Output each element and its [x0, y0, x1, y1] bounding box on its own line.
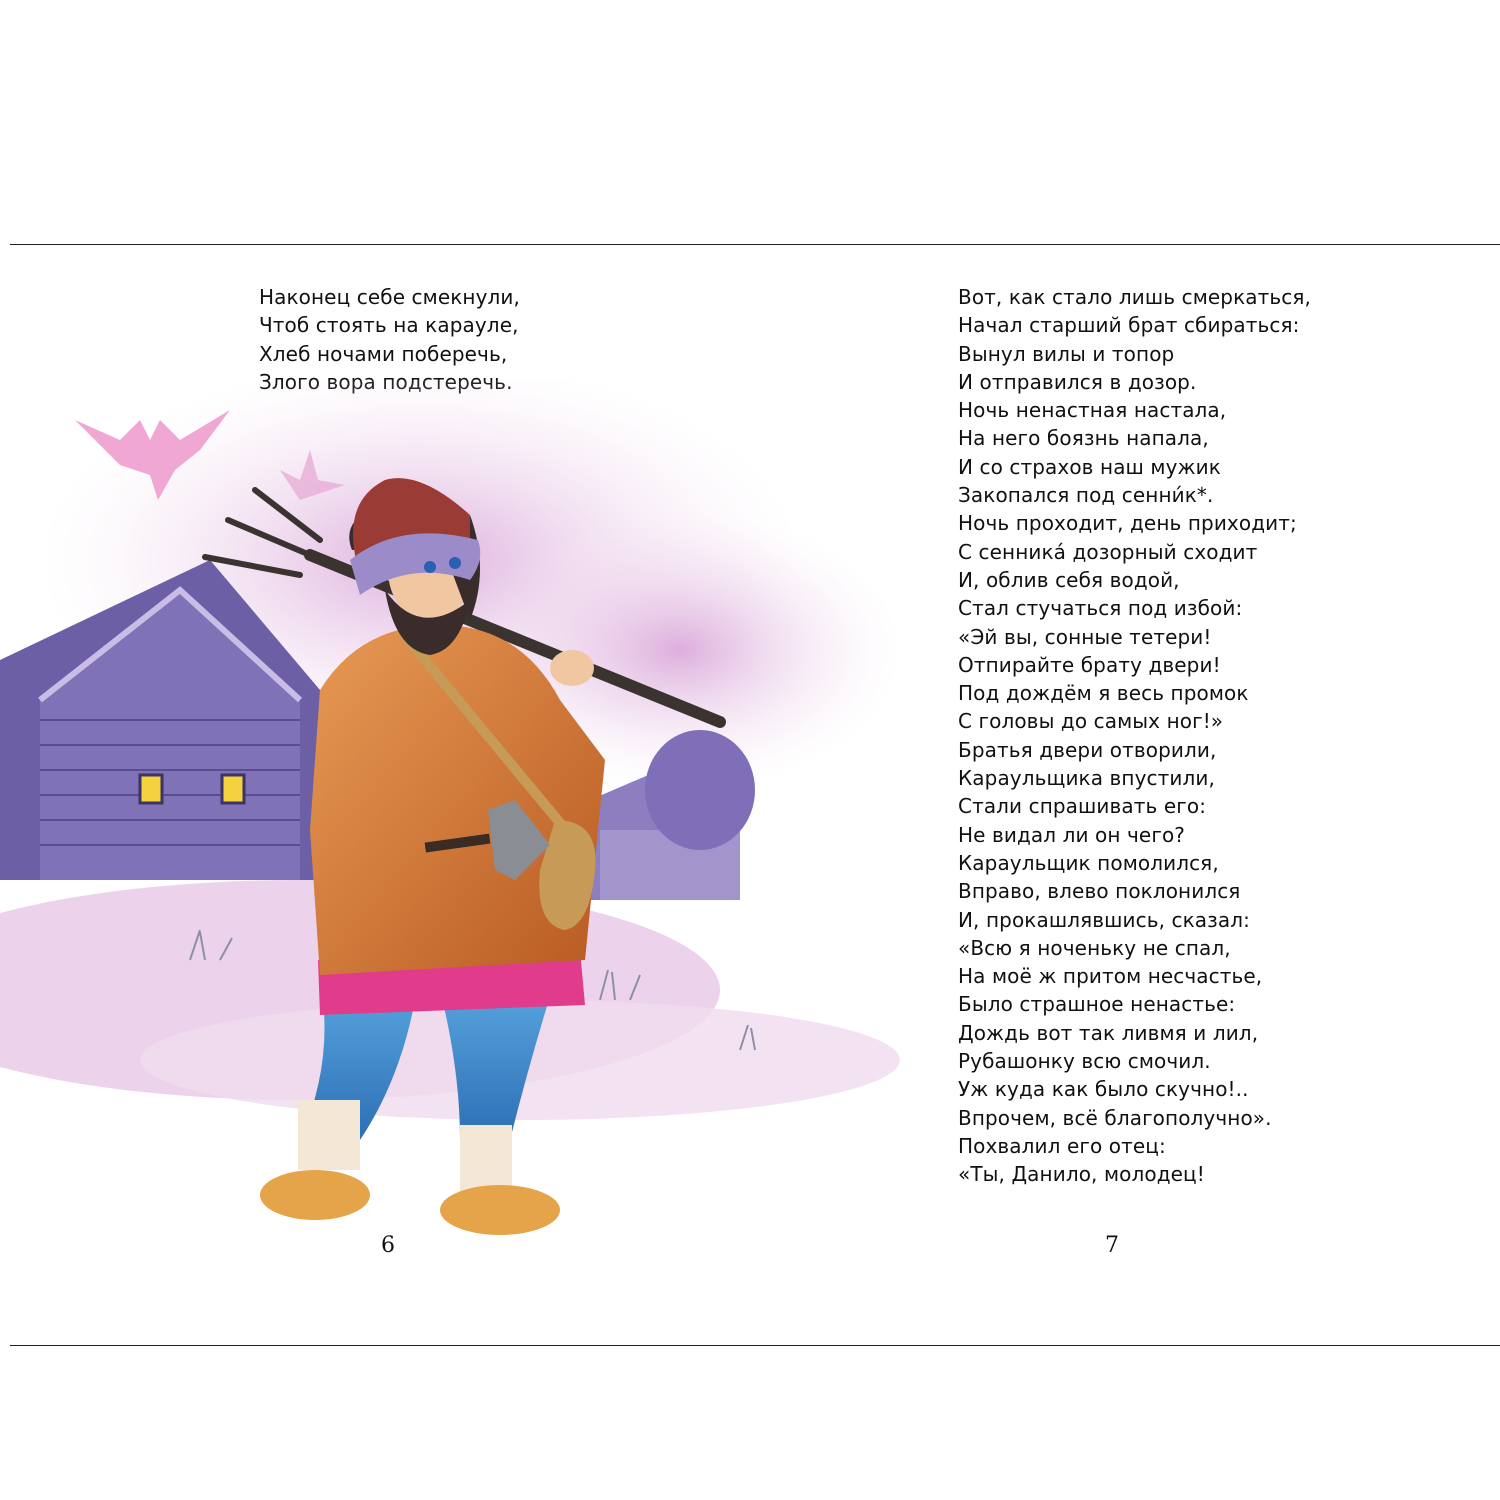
verse-line: Караульщик помолился,: [958, 850, 1219, 875]
verse-line: Дождь вот так ливмя и лил,: [958, 1020, 1259, 1045]
verse-line: Братья двери отворили,: [958, 737, 1217, 762]
right-page-verse: [958, 283, 1311, 1189]
verse-line: И, облив себя водой,: [958, 567, 1180, 592]
verse-line: Рубашонку всю смочил.: [958, 1049, 1211, 1074]
verse-line: И, прокашлявшись, сказал:: [958, 907, 1250, 932]
verse-line: Вправо, влево поклонился: [958, 879, 1241, 904]
verse-line: «Ты, Данило, молодец!: [958, 1162, 1205, 1187]
illustration: [0, 380, 960, 1250]
page-number-right: 7: [1105, 1233, 1119, 1258]
verse-line: Стал стучаться под избой:: [958, 596, 1243, 621]
page-number-left: 6: [381, 1233, 395, 1258]
tree: [645, 730, 755, 850]
top-rule: [10, 244, 1500, 245]
verse-line: Под дождём я весь промок: [958, 681, 1249, 706]
verse-line: Стали спрашивать его:: [958, 794, 1207, 819]
verse-line: Ночь проходит, день приходит;: [958, 511, 1297, 536]
verse-line: Ночь ненастная настала,: [958, 398, 1227, 423]
bottom-rule: [10, 1345, 1500, 1346]
verse-line: Хлеб ночами поберечь,: [259, 341, 508, 366]
verse-line: «Эй вы, сонные тетери!: [958, 624, 1212, 649]
verse-line: Похвалил его отец:: [958, 1133, 1166, 1158]
verse-line: На него боязнь напала,: [958, 426, 1209, 451]
verse-line: С головы до самых ног!»: [958, 709, 1224, 734]
verse-line: Вот, как стало лишь смеркаться,: [958, 285, 1311, 309]
verse-line: И отправился в дозор.: [958, 369, 1197, 394]
verse-line: Наконец себе смекнули,: [259, 285, 520, 309]
verse-line: Начал старший брат сбираться:: [958, 313, 1300, 338]
verse-line: И со страхов наш мужик: [958, 454, 1221, 479]
verse-line: Чтоб стоять на карауле,: [259, 313, 519, 338]
verse-line: Отпирайте брату двери!: [958, 652, 1221, 677]
verse-line: С сенника́ дозорный сходит: [958, 539, 1258, 564]
verse-line: Караульщика впустили,: [958, 766, 1215, 791]
verse-line: «Всю я ноченьку не спал,: [958, 935, 1231, 960]
verse-line: Впрочем, всё благополучно».: [958, 1105, 1272, 1130]
verse-line: Не видал ли он чего?: [958, 822, 1185, 847]
verse-line: Закопался под сенни́к*.: [958, 483, 1214, 508]
verse-line: Было страшное ненастье:: [958, 992, 1236, 1017]
verse-line: На моё ж притом несчастье,: [958, 964, 1263, 989]
verse-line: Вынул вилы и топор: [958, 341, 1175, 366]
verse-line: Уж куда как было скучно!..: [958, 1077, 1249, 1102]
